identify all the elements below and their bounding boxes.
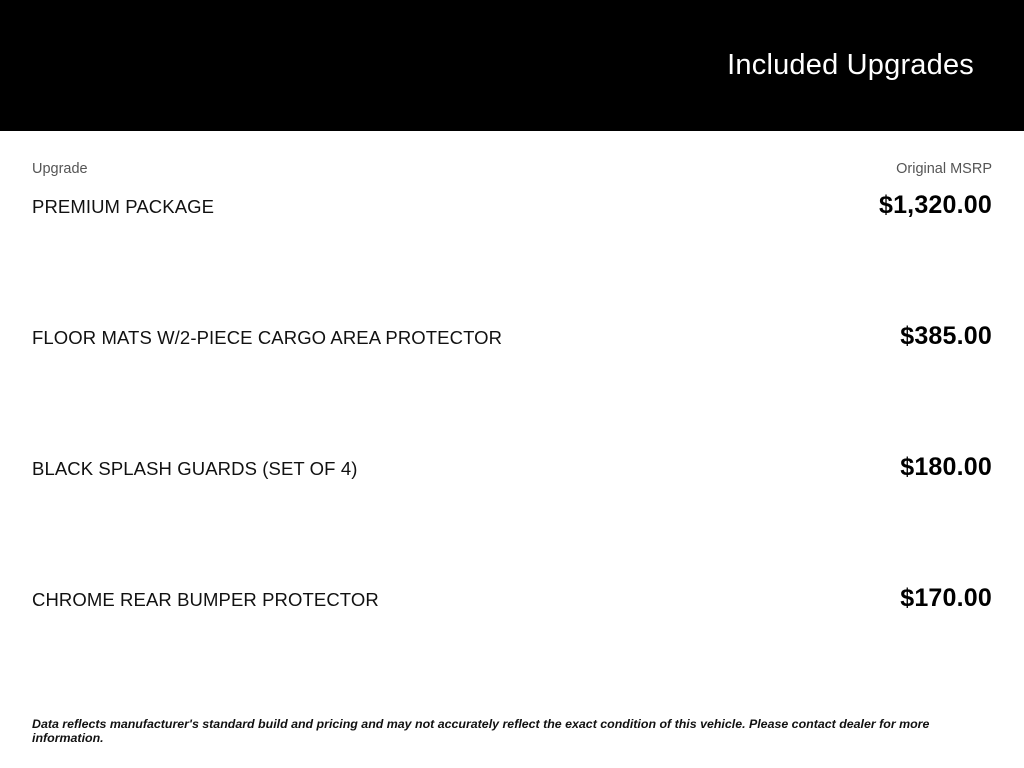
upgrades-table <box>32 191 992 715</box>
table-column-headers <box>32 131 992 177</box>
table-row <box>32 584 992 715</box>
upgrade-name: PREMIUM PACKAGE <box>32 196 215 217</box>
upgrade-name: BLACK SPLASH GUARDS (SET OF 4) <box>32 458 358 479</box>
page-content <box>0 131 1024 745</box>
upgrade-name: FLOOR MATS W/2-PIECE CARGO AREA PROTECTOR <box>32 327 503 348</box>
page-title: Included Upgrades <box>727 49 974 81</box>
upgrade-price: $1,320.00 <box>878 191 992 219</box>
table-row <box>32 191 992 322</box>
upgrade-price: $385.00 <box>900 322 992 350</box>
upgrade-price: $180.00 <box>900 453 992 481</box>
disclaimer-text: Data reflects manufacturer's standard build and pricing and may not accurately reflect the exact condition of this vehicle. Please contact dealer for more information. <box>32 717 930 745</box>
page-header <box>0 0 1024 131</box>
column-header-msrp: Original MSRP <box>896 161 992 177</box>
upgrade-name: CHROME REAR BUMPER PROTECTOR <box>32 589 379 610</box>
upgrade-price: $170.00 <box>900 584 992 612</box>
table-row <box>32 322 992 453</box>
column-header-upgrade: Upgrade <box>32 161 88 177</box>
table-row <box>32 453 992 584</box>
